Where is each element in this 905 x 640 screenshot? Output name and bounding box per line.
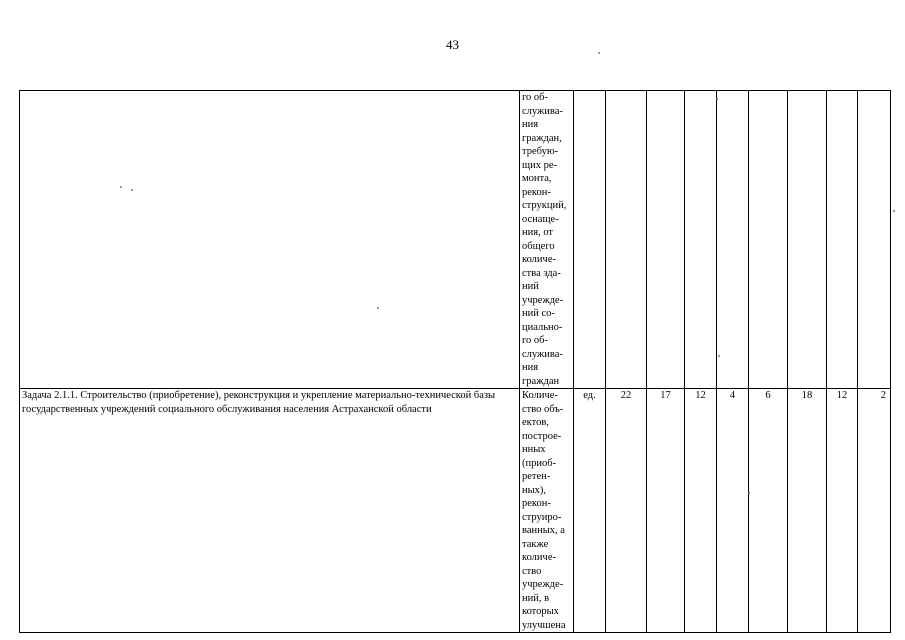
scan-speck — [377, 307, 379, 309]
scan-speck — [131, 189, 133, 191]
value-cell: 12 — [827, 389, 858, 633]
task-cell: Задача 2.1.1. Строительство (приобретение), реконструкция и укрепление материально-технической базы государственных учреждений социального обслуживания населения Астраханской области — [20, 389, 520, 633]
value-cell — [606, 91, 647, 389]
value-cell — [788, 91, 827, 389]
indicators-table — [19, 90, 891, 633]
value-cell — [749, 91, 788, 389]
page-number: 43 — [446, 37, 459, 52]
value-cell — [647, 91, 685, 389]
value-cell: 18 — [788, 389, 827, 633]
value-cell — [827, 91, 858, 389]
value-cell — [858, 91, 891, 389]
value-cell — [685, 91, 717, 389]
scan-speck — [718, 355, 720, 357]
value-cell — [717, 91, 749, 389]
unit-cell — [574, 91, 606, 389]
value-cell: 6 — [749, 389, 788, 633]
value-cell: 12 — [685, 389, 717, 633]
unit-cell: ед. — [574, 389, 606, 633]
table-row — [20, 91, 891, 389]
indicator-text: го об- служива- ния граждан, требую- щих ре- монта, рекон- струкций, оснаще- ния, от общего количе- ства зда- ний учрежде- ний со- циально- го об- служива- ния граждан — [522, 92, 567, 387]
table-row — [20, 389, 891, 633]
scan-speck — [598, 52, 600, 54]
scan-speck — [748, 492, 750, 494]
value-cell: 4 — [717, 389, 749, 633]
scan-speck — [120, 186, 122, 188]
value-cell: 17 — [647, 389, 685, 633]
indicator-cell — [520, 389, 574, 633]
indicator-cell — [520, 91, 574, 389]
indicator-text: Количе- ство объ- ектов, построе- нных (приоб- ретен- ных), рекон- струиро- ванных, а также количе- ство учрежде- ний, в которых улучшена — [522, 390, 566, 631]
scan-speck — [893, 210, 895, 212]
scan-speck — [716, 98, 718, 100]
task-cell — [20, 91, 520, 389]
value-cell: 22 — [606, 389, 647, 633]
value-cell: 2 — [858, 389, 891, 633]
